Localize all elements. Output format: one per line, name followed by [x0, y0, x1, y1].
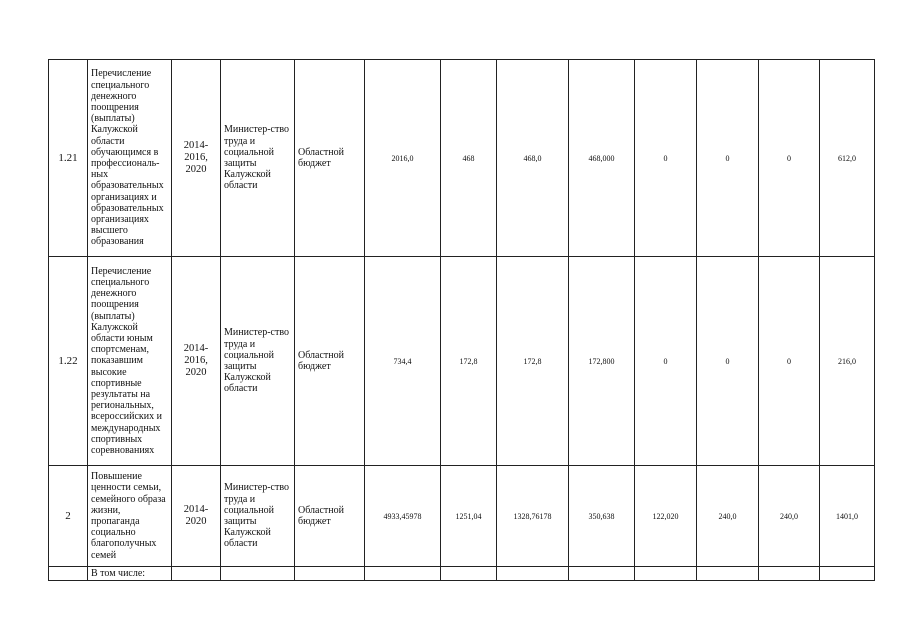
- value-cell: 1401,0: [820, 466, 875, 567]
- value-cell: 468,000: [569, 60, 635, 257]
- value-cell: 0: [635, 257, 697, 466]
- executor-cell: Министер-ство труда и социальной защиты Калужской области: [221, 257, 295, 466]
- value-cell: 0: [635, 60, 697, 257]
- empty-cell: [49, 567, 88, 581]
- row-number: 1.21: [49, 60, 88, 257]
- row-number: 1.22: [49, 257, 88, 466]
- value-cell: 240,0: [697, 466, 759, 567]
- funding-source-cell: Областной бюджет: [295, 466, 365, 567]
- row-number: 2: [49, 466, 88, 567]
- value-total: 2016,0: [365, 60, 441, 257]
- value-total: 4933,45978: [365, 466, 441, 567]
- empty-cell: [172, 567, 221, 581]
- value-cell: 172,8: [497, 257, 569, 466]
- value-cell: 172,8: [441, 257, 497, 466]
- value-cell: 0: [759, 60, 820, 257]
- value-cell: 468,0: [497, 60, 569, 257]
- value-cell: 122,020: [635, 466, 697, 567]
- program-measures-table: [48, 59, 875, 581]
- period-cell: 2014-2016, 2020: [172, 60, 221, 257]
- measure-name: Перечисление специального денежного поощрения (выплаты) Калужской области юным спортсменам, показавшим высокие спортивные результаты на региональных, всероссийских и международных спортивных соревнованиях: [88, 257, 172, 466]
- value-cell: 0: [697, 60, 759, 257]
- funding-source-cell: Областной бюджет: [295, 60, 365, 257]
- value-cell: 350,638: [569, 466, 635, 567]
- value-cell: 1328,76178: [497, 466, 569, 567]
- table-row: [49, 60, 875, 257]
- value-cell: 172,800: [569, 257, 635, 466]
- empty-cell: [759, 567, 820, 581]
- value-cell: 468: [441, 60, 497, 257]
- executor-cell: Министер-ство труда и социальной защиты Калужской области: [221, 60, 295, 257]
- empty-cell: [820, 567, 875, 581]
- value-cell: 0: [697, 257, 759, 466]
- measure-name: Повышение ценности семьи, семейного образа жизни, пропаганда социально благополучных семей: [88, 466, 172, 567]
- funding-source-cell: Областной бюджет: [295, 257, 365, 466]
- empty-cell: [441, 567, 497, 581]
- table-row: [49, 257, 875, 466]
- value-cell: 1251,04: [441, 466, 497, 567]
- value-cell: 216,0: [820, 257, 875, 466]
- value-total: 734,4: [365, 257, 441, 466]
- empty-cell: [221, 567, 295, 581]
- empty-cell: [697, 567, 759, 581]
- including-label: В том числе:: [88, 567, 172, 581]
- empty-cell: [365, 567, 441, 581]
- measure-name: Перечисление специального денежного поощрения (выплаты) Калужской области обучающимся в профессиональ-ных образовательных организациях и образовательных организациях высшего образования: [88, 60, 172, 257]
- table-row: [49, 466, 875, 567]
- empty-cell: [635, 567, 697, 581]
- empty-cell: [497, 567, 569, 581]
- table-row-including: [49, 567, 875, 581]
- value-cell: 612,0: [820, 60, 875, 257]
- value-cell: 0: [759, 257, 820, 466]
- period-cell: 2014-2020: [172, 466, 221, 567]
- empty-cell: [295, 567, 365, 581]
- period-cell: 2014-2016, 2020: [172, 257, 221, 466]
- empty-cell: [569, 567, 635, 581]
- value-cell: 240,0: [759, 466, 820, 567]
- executor-cell: Министер-ство труда и социальной защиты Калужской области: [221, 466, 295, 567]
